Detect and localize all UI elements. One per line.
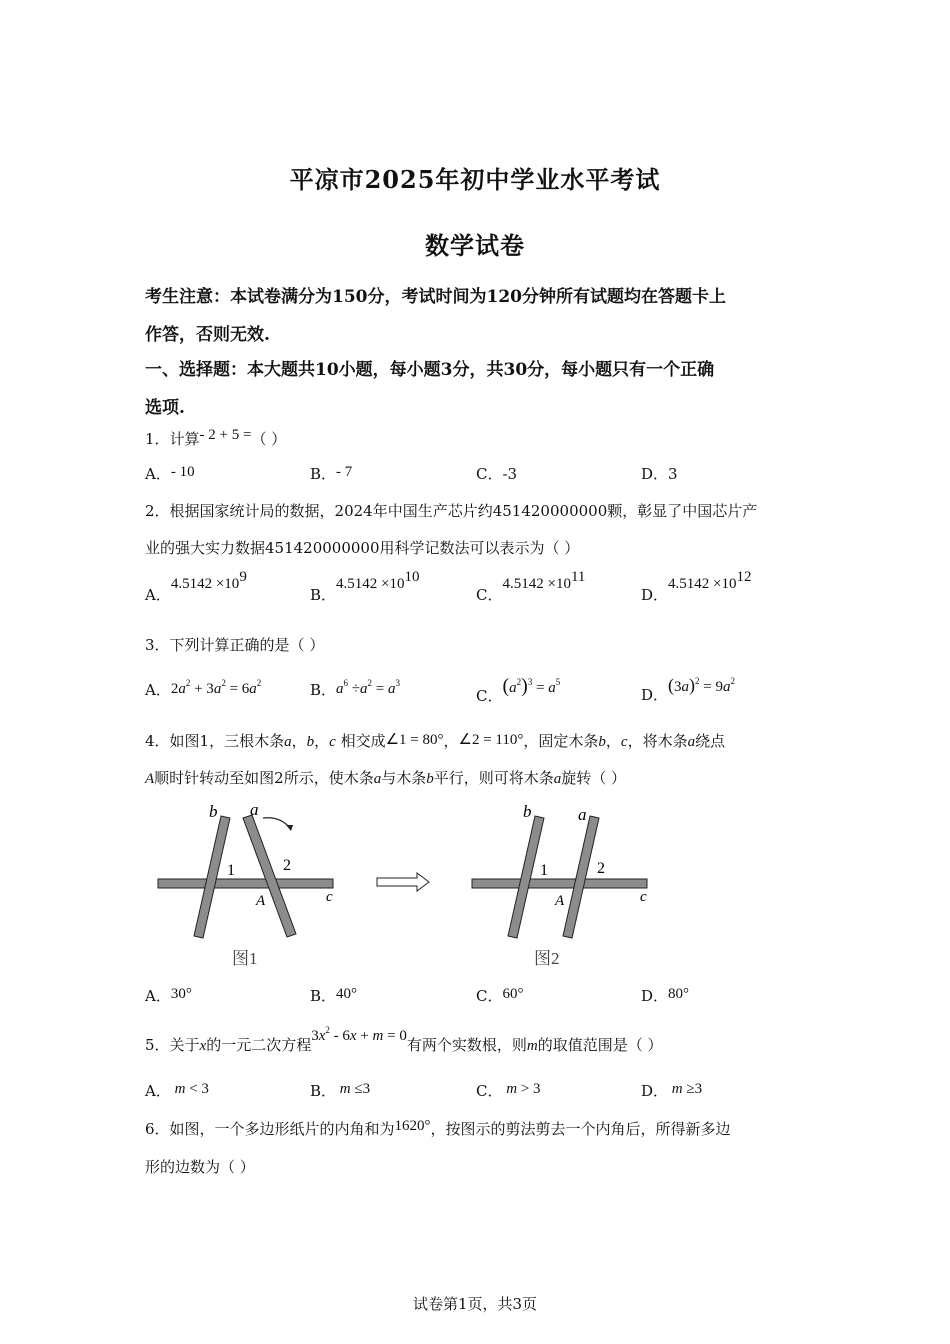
stick-a-fig1: [243, 815, 296, 937]
notice-line-2: 作答，否则无效.: [145, 325, 270, 345]
stick-b-fig1: [194, 816, 230, 938]
q4-option-c: C．60°: [476, 986, 524, 1005]
q2-line-2: 业的强大实力数据451420000000用科学记数法可以表示为（ ）: [145, 539, 580, 557]
q4-figure: [150, 798, 660, 978]
notice-line-1: 考生注意：本试卷满分为150分，考试时间为120分钟所有试题均在答题卡上: [145, 287, 726, 307]
stick-c-fig1: [158, 879, 333, 888]
q3-option-a: A．$2a^2 + 3a^2 = 6a^2$: [145, 678, 262, 699]
label-1-fig1: 1: [227, 862, 235, 879]
label-A-fig2: A: [555, 893, 565, 909]
q5-option-a: A． m < 3: [145, 1081, 209, 1100]
question-1: [145, 428, 286, 449]
q2-option-d: D．$4.5142 \times 10^{12}$: [641, 569, 752, 604]
label-1-fig2: 1: [540, 862, 548, 879]
figure-1-caption: 图1: [232, 949, 258, 968]
label-A-fig1: A: [256, 893, 266, 909]
q6-line-1: 6．如图，一个多边形纸片的内角和为1620°，按图示的剪法剪去一个内角后，所得新多边: [145, 1118, 731, 1138]
question-5: 5．关于x的一元二次方程$3x^2 - 6x + m = 0$有两个实数根，则m的取值范围是（ ）: [145, 1025, 663, 1054]
q1-expression: - 2 + 5 =: [199, 427, 252, 443]
q2-option-a: A．$4.5142 \times 10^9$: [145, 569, 247, 604]
stick-a-fig2: [563, 816, 599, 938]
q1-option-d: D．3: [641, 465, 678, 483]
label-a-fig1: a: [250, 800, 259, 819]
right-arrow-icon: [377, 873, 429, 891]
q2-option-c: C．$4.5142 \times 10^{11}$: [476, 569, 586, 604]
q3-option-b: B．$a^6 \div a^2 = a^3$: [310, 678, 400, 699]
q2-line-1: 2．根据国家统计局的数据，2024年中国生产芯片约451420000000颗，彰显了中国芯片产: [145, 502, 758, 520]
page-footer: 试卷第1页，共3页: [412, 1295, 538, 1313]
q4-line-1: 4．如图1，三根木条a，b，c 相交成∠1 = 80°，∠2 = 110°，固定木条b，c，将木条a绕点: [145, 732, 726, 750]
q1-option-a: A．- 10: [145, 464, 195, 483]
q1-prefix: 1．计算: [145, 430, 200, 448]
q5-option-c: C． m > 3: [476, 1081, 541, 1100]
rotation-arrow-icon: [263, 818, 290, 828]
label-c-fig2: c: [640, 889, 647, 905]
q2-option-b: B．$4.5142 \times 10^{10}$: [310, 569, 420, 604]
q4-option-b: B．40°: [310, 986, 358, 1005]
label-b-fig2: b: [523, 802, 532, 821]
q5-option-b: B． m ≤3: [310, 1081, 371, 1100]
section-line-2: 选项.: [145, 398, 185, 418]
q4-option-a: A．30°: [145, 986, 192, 1005]
q1-paren: （ ）: [251, 430, 287, 448]
q5-option-d: D． m ≥3: [641, 1081, 703, 1100]
q1-option-c: C．-3: [476, 465, 518, 483]
q3-option-c: C．$(a^2)^3 = a^5$: [476, 675, 561, 705]
q3-stem: 3．下列计算正确的是（ ）: [145, 636, 325, 654]
stick-c-fig2: [472, 879, 647, 888]
label-2-fig2: 2: [597, 860, 605, 877]
label-a-fig2: a: [578, 805, 587, 824]
q4-option-d: D．80°: [641, 986, 690, 1005]
label-c-fig1: c: [326, 889, 333, 905]
rotation-arrowhead-icon: [286, 825, 293, 831]
figure-2-caption: 图2: [534, 949, 560, 968]
section-line-1: 一、选择题：本大题共10小题，每小题3分，共30分，每小题只有一个正确: [145, 360, 715, 380]
figure-1: [158, 800, 333, 968]
q3-option-d: D．$(3a)^2 = 9a^2$: [641, 675, 735, 704]
figure-2: [472, 802, 647, 968]
stick-b-fig2: [508, 816, 544, 938]
q5-equation: $3x^2 - 6x + m = 0$: [311, 1025, 407, 1044]
exam-subtitle: 数学试卷: [425, 231, 525, 260]
exam-title: 平凉市2025年初中学业水平考试: [289, 165, 661, 194]
q1-option-b: B．- 7: [310, 464, 353, 483]
q6-line-2: 形的边数为（ ）: [145, 1158, 255, 1176]
label-2-fig1: 2: [283, 857, 291, 874]
label-b-fig1: b: [209, 802, 218, 821]
q4-line-2: A顺时针转动至如图2所示，使木条a与木条b平行，则可将木条a旋转（ ）: [145, 769, 627, 787]
